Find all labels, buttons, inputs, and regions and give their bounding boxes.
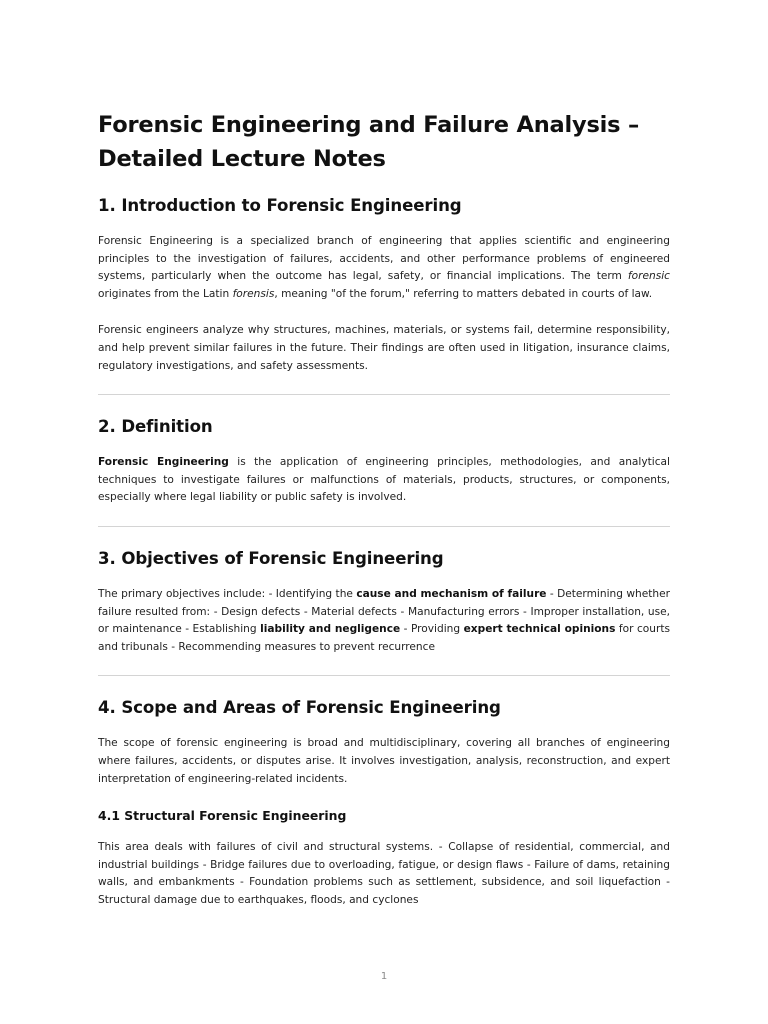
section-divider xyxy=(98,394,670,395)
section-scope xyxy=(98,697,670,909)
paragraph-text: originates from the Latin xyxy=(98,287,233,300)
bold-term: cause and mechanism of failure xyxy=(356,587,547,600)
paragraph-text: for courts and tribunals - Recommending measures to prevent recurrence xyxy=(98,623,670,653)
italic-term: forensis xyxy=(232,287,275,300)
bold-term: Forensic Engineering xyxy=(98,456,229,469)
section-divider xyxy=(98,526,670,527)
paragraph xyxy=(98,233,670,303)
section-heading: 4. Scope and Areas of Forensic Engineering xyxy=(98,698,501,718)
bold-term: expert technical opinions xyxy=(463,623,616,636)
page-number: 1 xyxy=(380,971,388,982)
paragraph xyxy=(98,454,670,507)
paragraph xyxy=(98,586,670,656)
italic-term: forensic xyxy=(627,270,670,283)
paragraph-text: - Providing xyxy=(400,623,464,636)
section-heading: 1. Introduction to Forensic Engineering xyxy=(98,196,462,215)
paragraph-text: is the application of engineering principles, methodologies, and analytical techniques to investigate failures or malfunctions of materials, products, structures, or components, especially where legal liability or public safety is involved. xyxy=(98,456,670,504)
paragraph-text: - Determining whether failure resulted from: - Design defects - Material defects - Manufacturing errors - Improper installation, use, or maintenance - Establishing xyxy=(98,587,670,636)
bold-term: liability and negligence xyxy=(260,623,401,636)
document-title: Forensic Engineering and Failure Analysis – Detailed Lecture Notes xyxy=(98,112,640,172)
section-introduction xyxy=(98,195,670,375)
paragraph-text: Forensic Engineering is a specialized branch of engineering that applies scientific and engineering principles to the investigation of failures, accidents, and other performance problems of engineered systems, particularly when the outcome has legal, safety, or financial implications. The term xyxy=(98,235,670,283)
paragraph: The scope of forensic engineering is broad and multidisciplinary, covering all branches of engineering where failures, accidents, or disputes arise. It involves investigation, analysis, reconstruction, and expert interpretation of engineering-related incidents. xyxy=(98,737,670,785)
paragraph: Forensic engineers analyze why structures, machines, materials, or systems fail, determine responsibility, and help prevent similar failures in the future. Their findings are often used in litigation, insurance claims, regulatory investigations, and safety assessments. xyxy=(98,324,670,372)
section-objectives xyxy=(98,548,670,656)
paragraph: This area deals with failures of civil and structural systems. - Collapse of residential, commercial, and industrial buildings - Bridge failures due to overloading, fatigue, or design flaws - Failure of dams, retaining walls, and embankments - Foundation problems such as settlement, subsidence, and soil liquefaction - Structural damage due to earthquakes, floods, and cyclones xyxy=(98,841,670,906)
subsection-heading: 4.1 Structural Forensic Engineering xyxy=(98,808,347,824)
paragraph-text: , meaning "of the forum," referring to matters debated in courts of law. xyxy=(274,287,653,300)
paragraph-text: The primary objectives include: - Identifying the xyxy=(98,587,357,600)
section-divider xyxy=(98,675,670,676)
section-definition xyxy=(98,416,670,507)
section-heading: 2. Definition xyxy=(98,417,213,437)
document-page xyxy=(98,108,670,909)
section-heading: 3. Objectives of Forensic Engineering xyxy=(98,548,444,568)
